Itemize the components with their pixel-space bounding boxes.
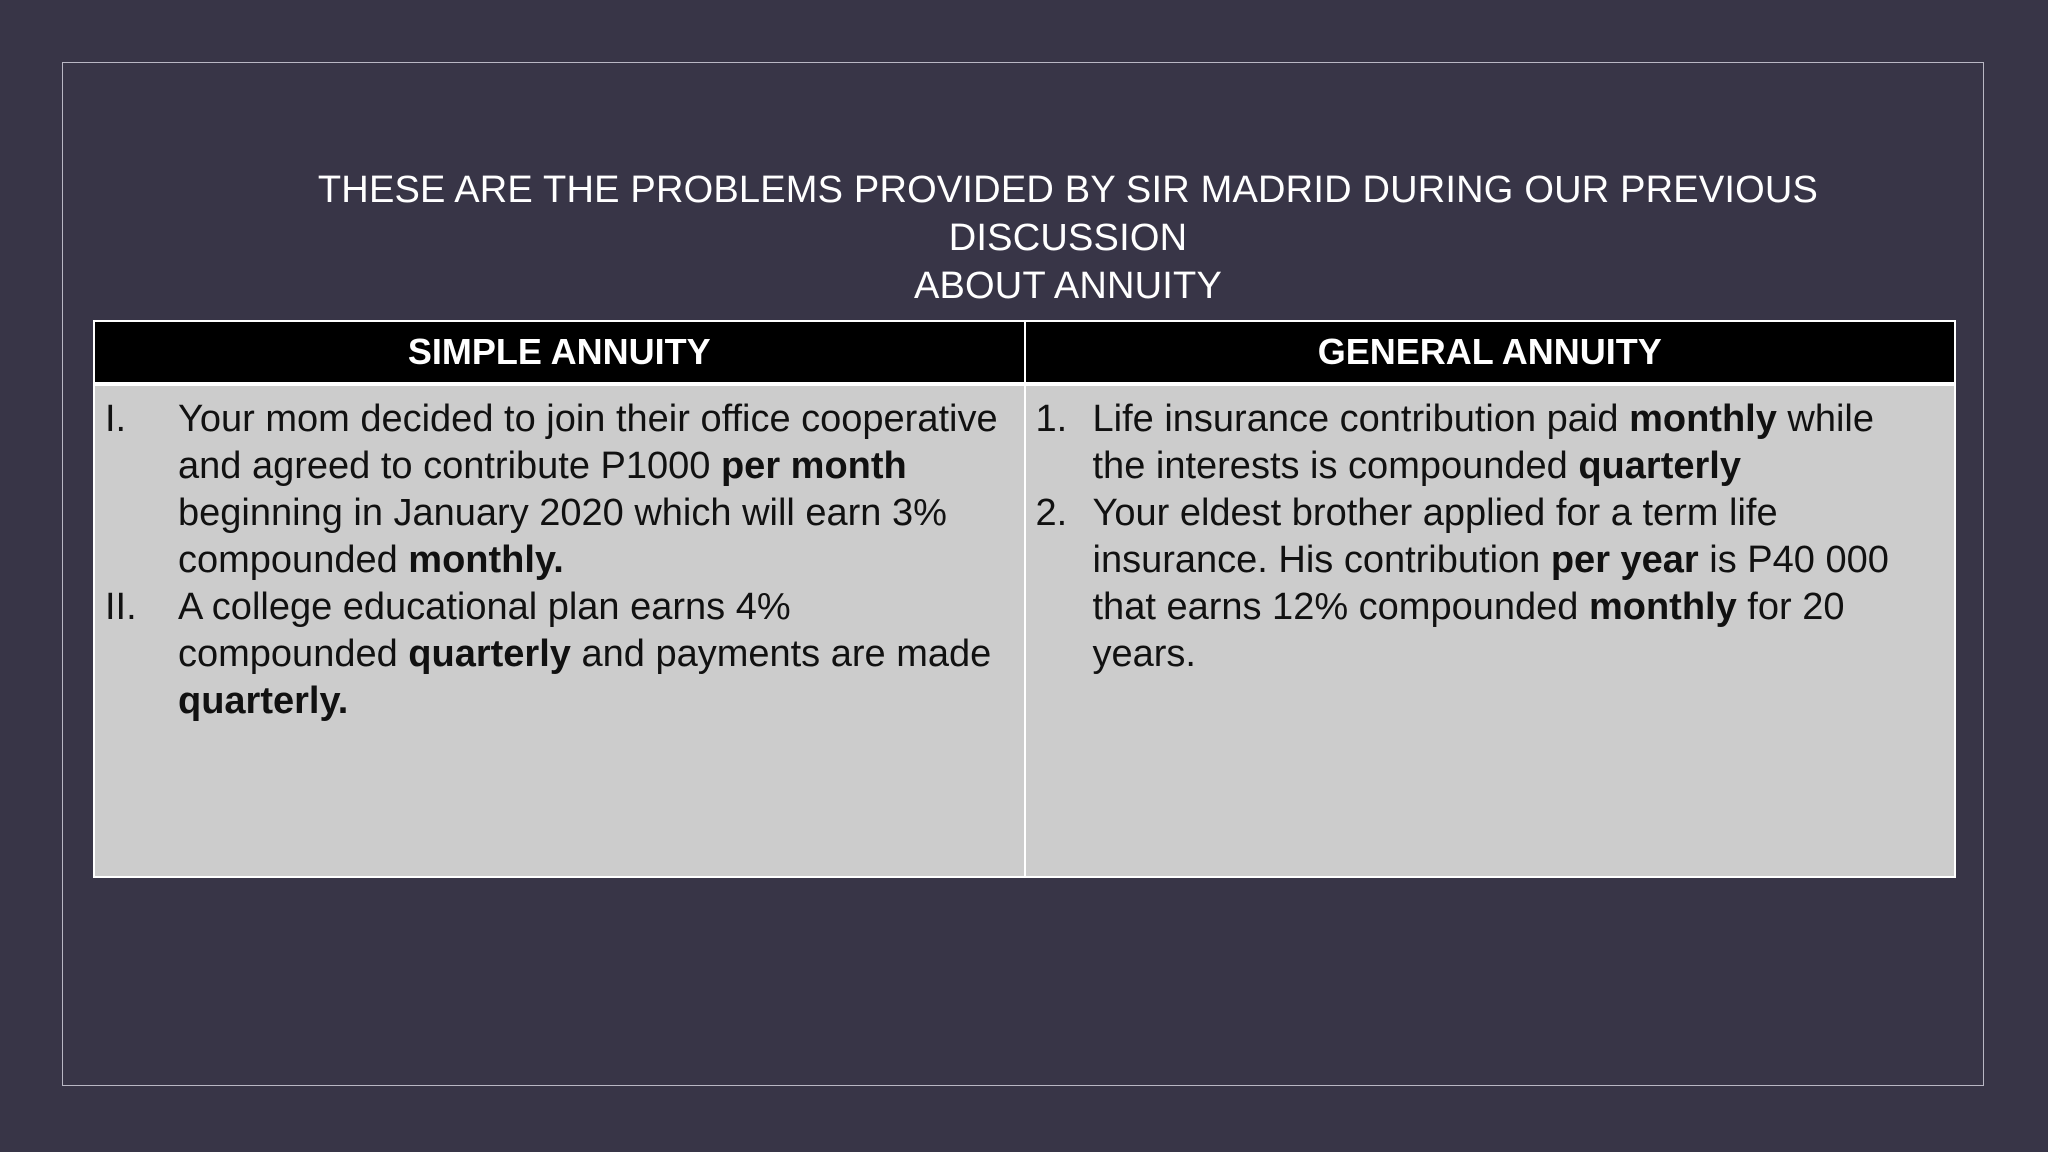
body-text: and payments are made bbox=[570, 633, 992, 675]
emphasis-text: per year bbox=[1550, 539, 1699, 581]
table-header-row bbox=[94, 321, 1955, 384]
emphasis-text: monthly. bbox=[408, 539, 564, 581]
body-text: Your mom decided to join their office cooperative and agreed to contribute P1000 bbox=[178, 398, 998, 487]
body-text: is P40 000 that earns 12% compounded bbox=[1092, 539, 1889, 628]
body-text: Your eldest brother applied for a term life insurance. His contribution bbox=[1092, 492, 1778, 581]
simple-annuity-cell bbox=[94, 384, 1025, 877]
emphasis-text: per month bbox=[720, 445, 907, 487]
list-item bbox=[105, 584, 1004, 725]
header-simple-annuity: SIMPLE ANNUITY bbox=[94, 321, 1025, 384]
title-line-1: THESE ARE THE PROBLEMS PROVIDED BY SIR MADRID DURING OUR PREVIOUS DISCUSSION bbox=[317, 169, 1819, 259]
item-marker: 1. bbox=[1035, 398, 1068, 440]
emphasis-text: monthly bbox=[1629, 398, 1777, 440]
table-row bbox=[94, 384, 1955, 877]
body-text: while the interests is compounded bbox=[1092, 398, 1875, 487]
item-marker: I. bbox=[105, 398, 127, 440]
item-marker: 2. bbox=[1035, 492, 1068, 534]
item-text bbox=[178, 396, 1004, 584]
list-item bbox=[1036, 490, 1935, 678]
emphasis-text: monthly bbox=[1588, 586, 1737, 628]
body-text: beginning in January 2020 which will earn 3% compounded bbox=[178, 492, 947, 581]
emphasis-text: quarterly. bbox=[178, 680, 349, 722]
item-text bbox=[178, 584, 1004, 725]
item-text bbox=[1093, 490, 1935, 678]
emphasis-text: quarterly bbox=[408, 633, 571, 675]
annuity-table bbox=[93, 320, 1956, 878]
slide-title bbox=[200, 166, 1936, 310]
item-text bbox=[1093, 396, 1935, 490]
list-item bbox=[105, 396, 1004, 584]
header-general-annuity: GENERAL ANNUITY bbox=[1025, 321, 1956, 384]
body-text: for 20 years. bbox=[1092, 586, 1845, 675]
title-line-2: ABOUT ANNUITY bbox=[913, 265, 1223, 307]
emphasis-text: quarterly bbox=[1578, 445, 1741, 487]
list-item bbox=[1036, 396, 1935, 490]
general-annuity-cell bbox=[1025, 384, 1956, 877]
body-text: A college educational plan earns 4% compounded bbox=[178, 586, 791, 675]
body-text: Life insurance contribution paid bbox=[1092, 398, 1630, 440]
item-marker: II. bbox=[105, 586, 137, 628]
